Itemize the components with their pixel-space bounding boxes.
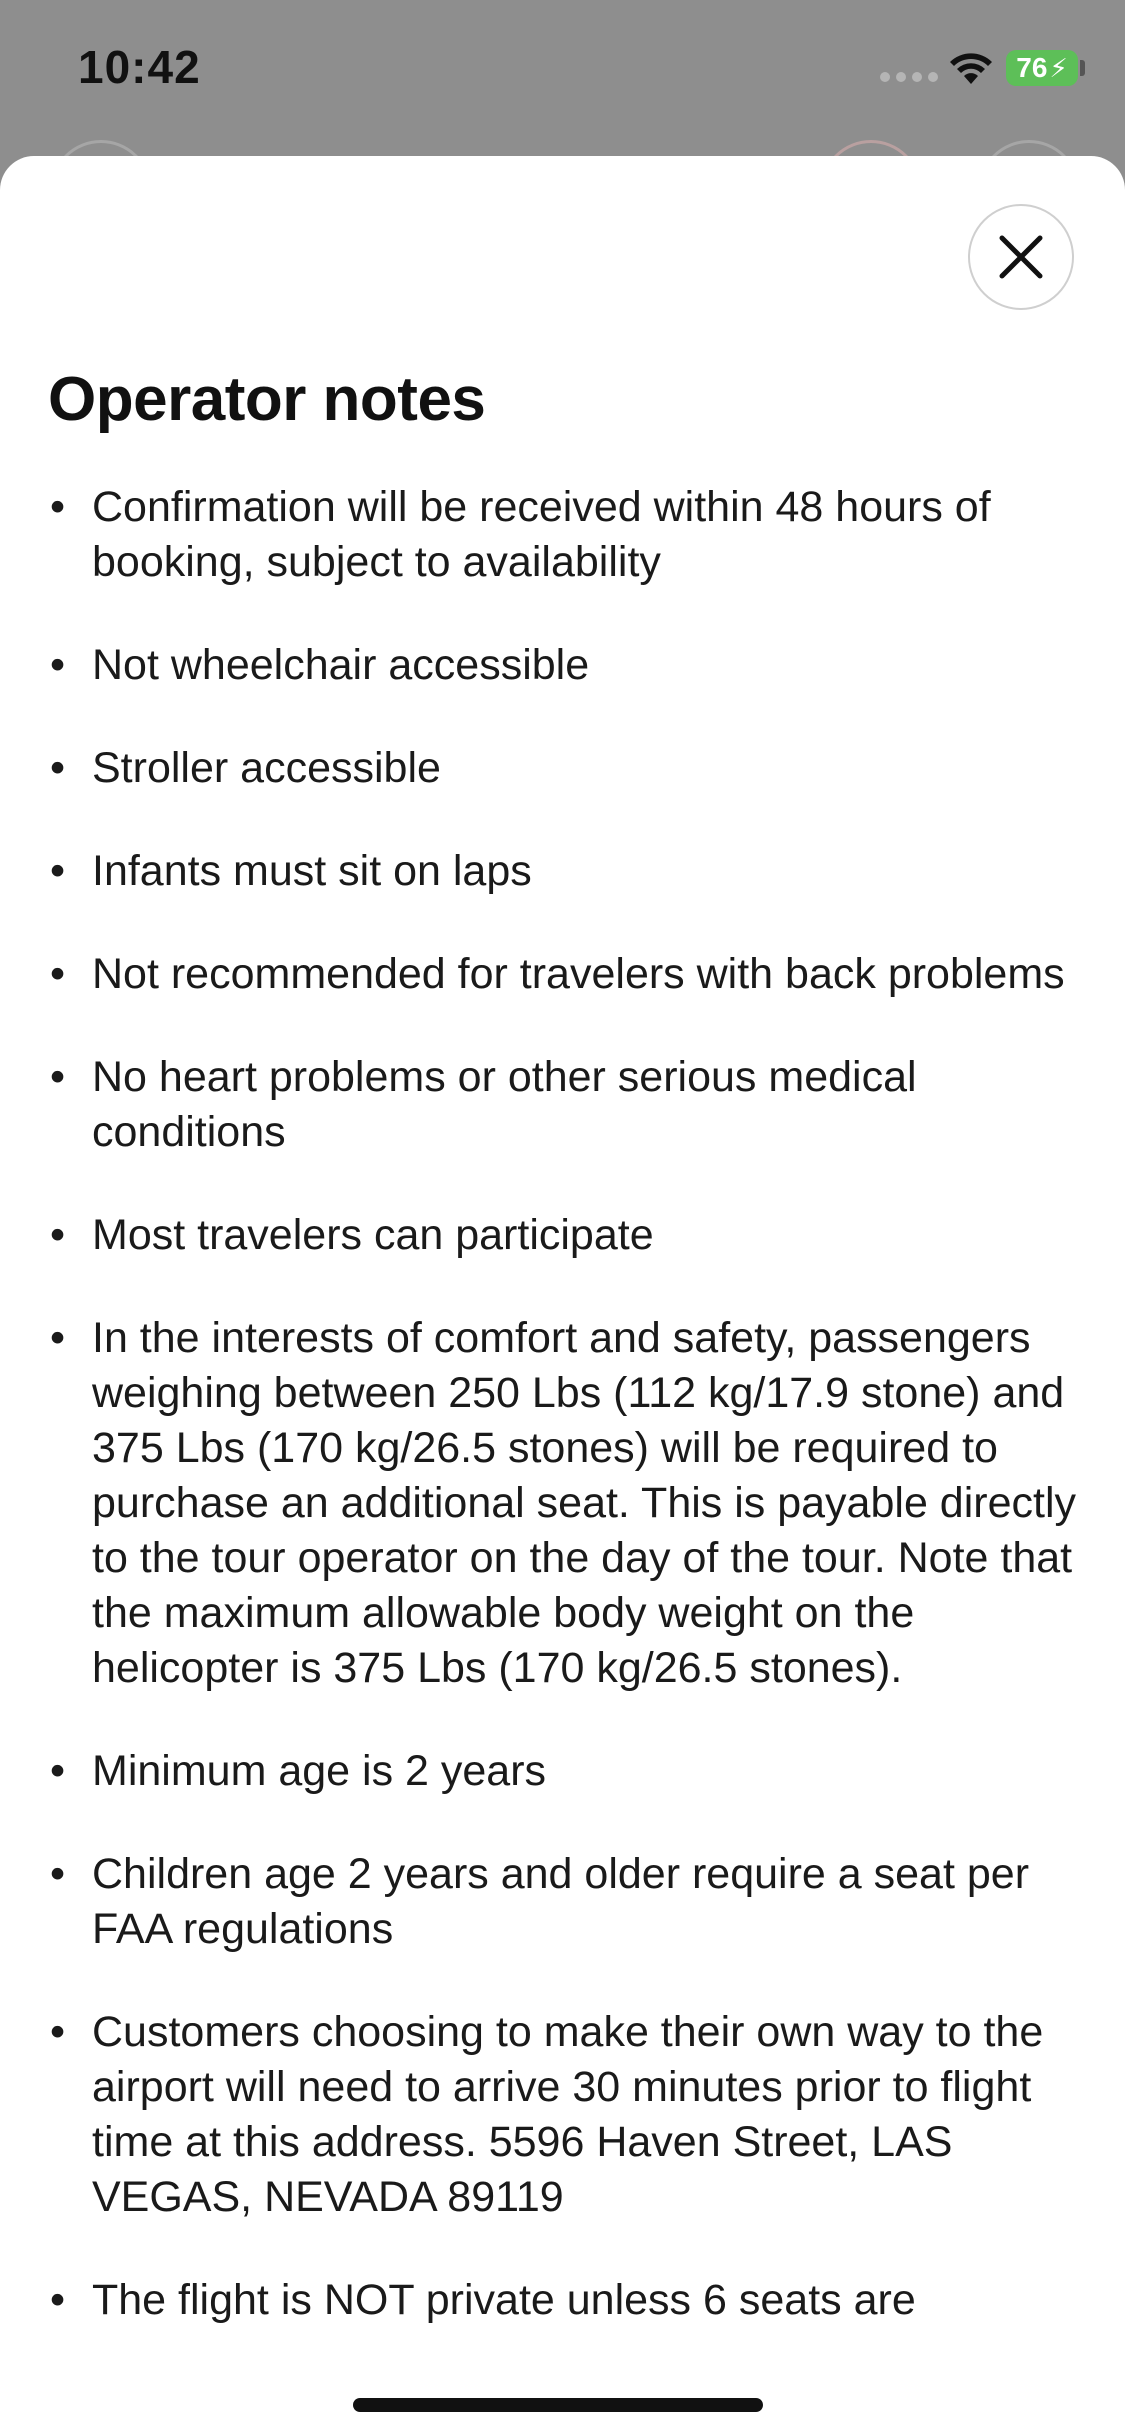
bullet-icon: • xyxy=(50,1314,66,1362)
bullet-icon: • xyxy=(50,1053,66,1101)
home-indicator[interactable] xyxy=(353,2398,763,2412)
list-item xyxy=(48,2273,1088,2328)
note-text: Customers choosing to make their own way to the airport will need to arrive 30 minutes prior to flight time at this address. 5596 Haven Street, LAS VEGAS, NEVADA 89119 xyxy=(92,2008,1044,2221)
bullet-icon: • xyxy=(50,950,66,998)
list-item xyxy=(48,1847,1088,1957)
note-text: In the interests of comfort and safety, passengers weighing between 250 Lbs (112 kg/17.9 stone) and 375 Lbs (170 kg/26.5 stones) will be required to purchase an additional seat. This is payable directly to the tour operator on the day of the tour. Note that the maximum allowable body weight on the helicopter is 375 Lbs (170 kg/26.5 stones). xyxy=(92,1314,1077,1692)
bullet-icon: • xyxy=(50,1850,66,1898)
note-text: Stroller accessible xyxy=(92,744,441,792)
charging-bolt-icon: ⚡ xyxy=(1049,52,1068,83)
list-item xyxy=(48,2005,1088,2225)
note-text: No heart problems or other serious medical conditions xyxy=(92,1053,917,1156)
note-text: Confirmation will be received within 48 hours of booking, subject to availability xyxy=(92,483,991,586)
battery-level: 76 xyxy=(1016,52,1048,83)
list-item xyxy=(48,1208,1088,1263)
bullet-icon: • xyxy=(50,847,66,895)
status-bar xyxy=(0,0,1125,140)
close-button[interactable] xyxy=(968,204,1074,310)
list-item xyxy=(48,1311,1088,1696)
list-item xyxy=(48,1744,1088,1799)
list-item xyxy=(48,480,1088,590)
note-text: The flight is NOT private unless 6 seats are xyxy=(92,2276,916,2324)
list-item xyxy=(48,638,1088,693)
cellular-signal-icon xyxy=(880,72,938,82)
note-text: Most travelers can participate xyxy=(92,1211,654,1259)
list-item xyxy=(48,1050,1088,1160)
note-text: Infants must sit on laps xyxy=(92,847,532,895)
note-text: Not recommended for travelers with back problems xyxy=(92,950,1065,998)
bullet-icon: • xyxy=(50,2008,66,2056)
bullet-icon: • xyxy=(50,2276,66,2324)
note-text: Minimum age is 2 years xyxy=(92,1747,547,1795)
bullet-icon: • xyxy=(50,641,66,689)
bullet-icon: • xyxy=(50,1211,66,1259)
operator-notes-list xyxy=(48,480,1088,2376)
status-time: 10:42 xyxy=(78,41,201,93)
battery-icon xyxy=(1006,50,1078,86)
list-item xyxy=(48,741,1088,796)
list-item xyxy=(48,844,1088,899)
bullet-icon: • xyxy=(50,483,66,531)
note-text: Children age 2 years and older require a seat per FAA regulations xyxy=(92,1850,1030,1953)
list-item xyxy=(48,947,1088,1002)
operator-notes-sheet xyxy=(0,156,1125,2436)
bullet-icon: • xyxy=(50,1747,66,1795)
wifi-icon xyxy=(948,50,994,86)
note-text: Not wheelchair accessible xyxy=(92,641,590,689)
page-title: Operator notes xyxy=(48,365,486,434)
close-icon xyxy=(996,232,1046,282)
battery-tip xyxy=(1080,60,1085,76)
bullet-icon: • xyxy=(50,744,66,792)
